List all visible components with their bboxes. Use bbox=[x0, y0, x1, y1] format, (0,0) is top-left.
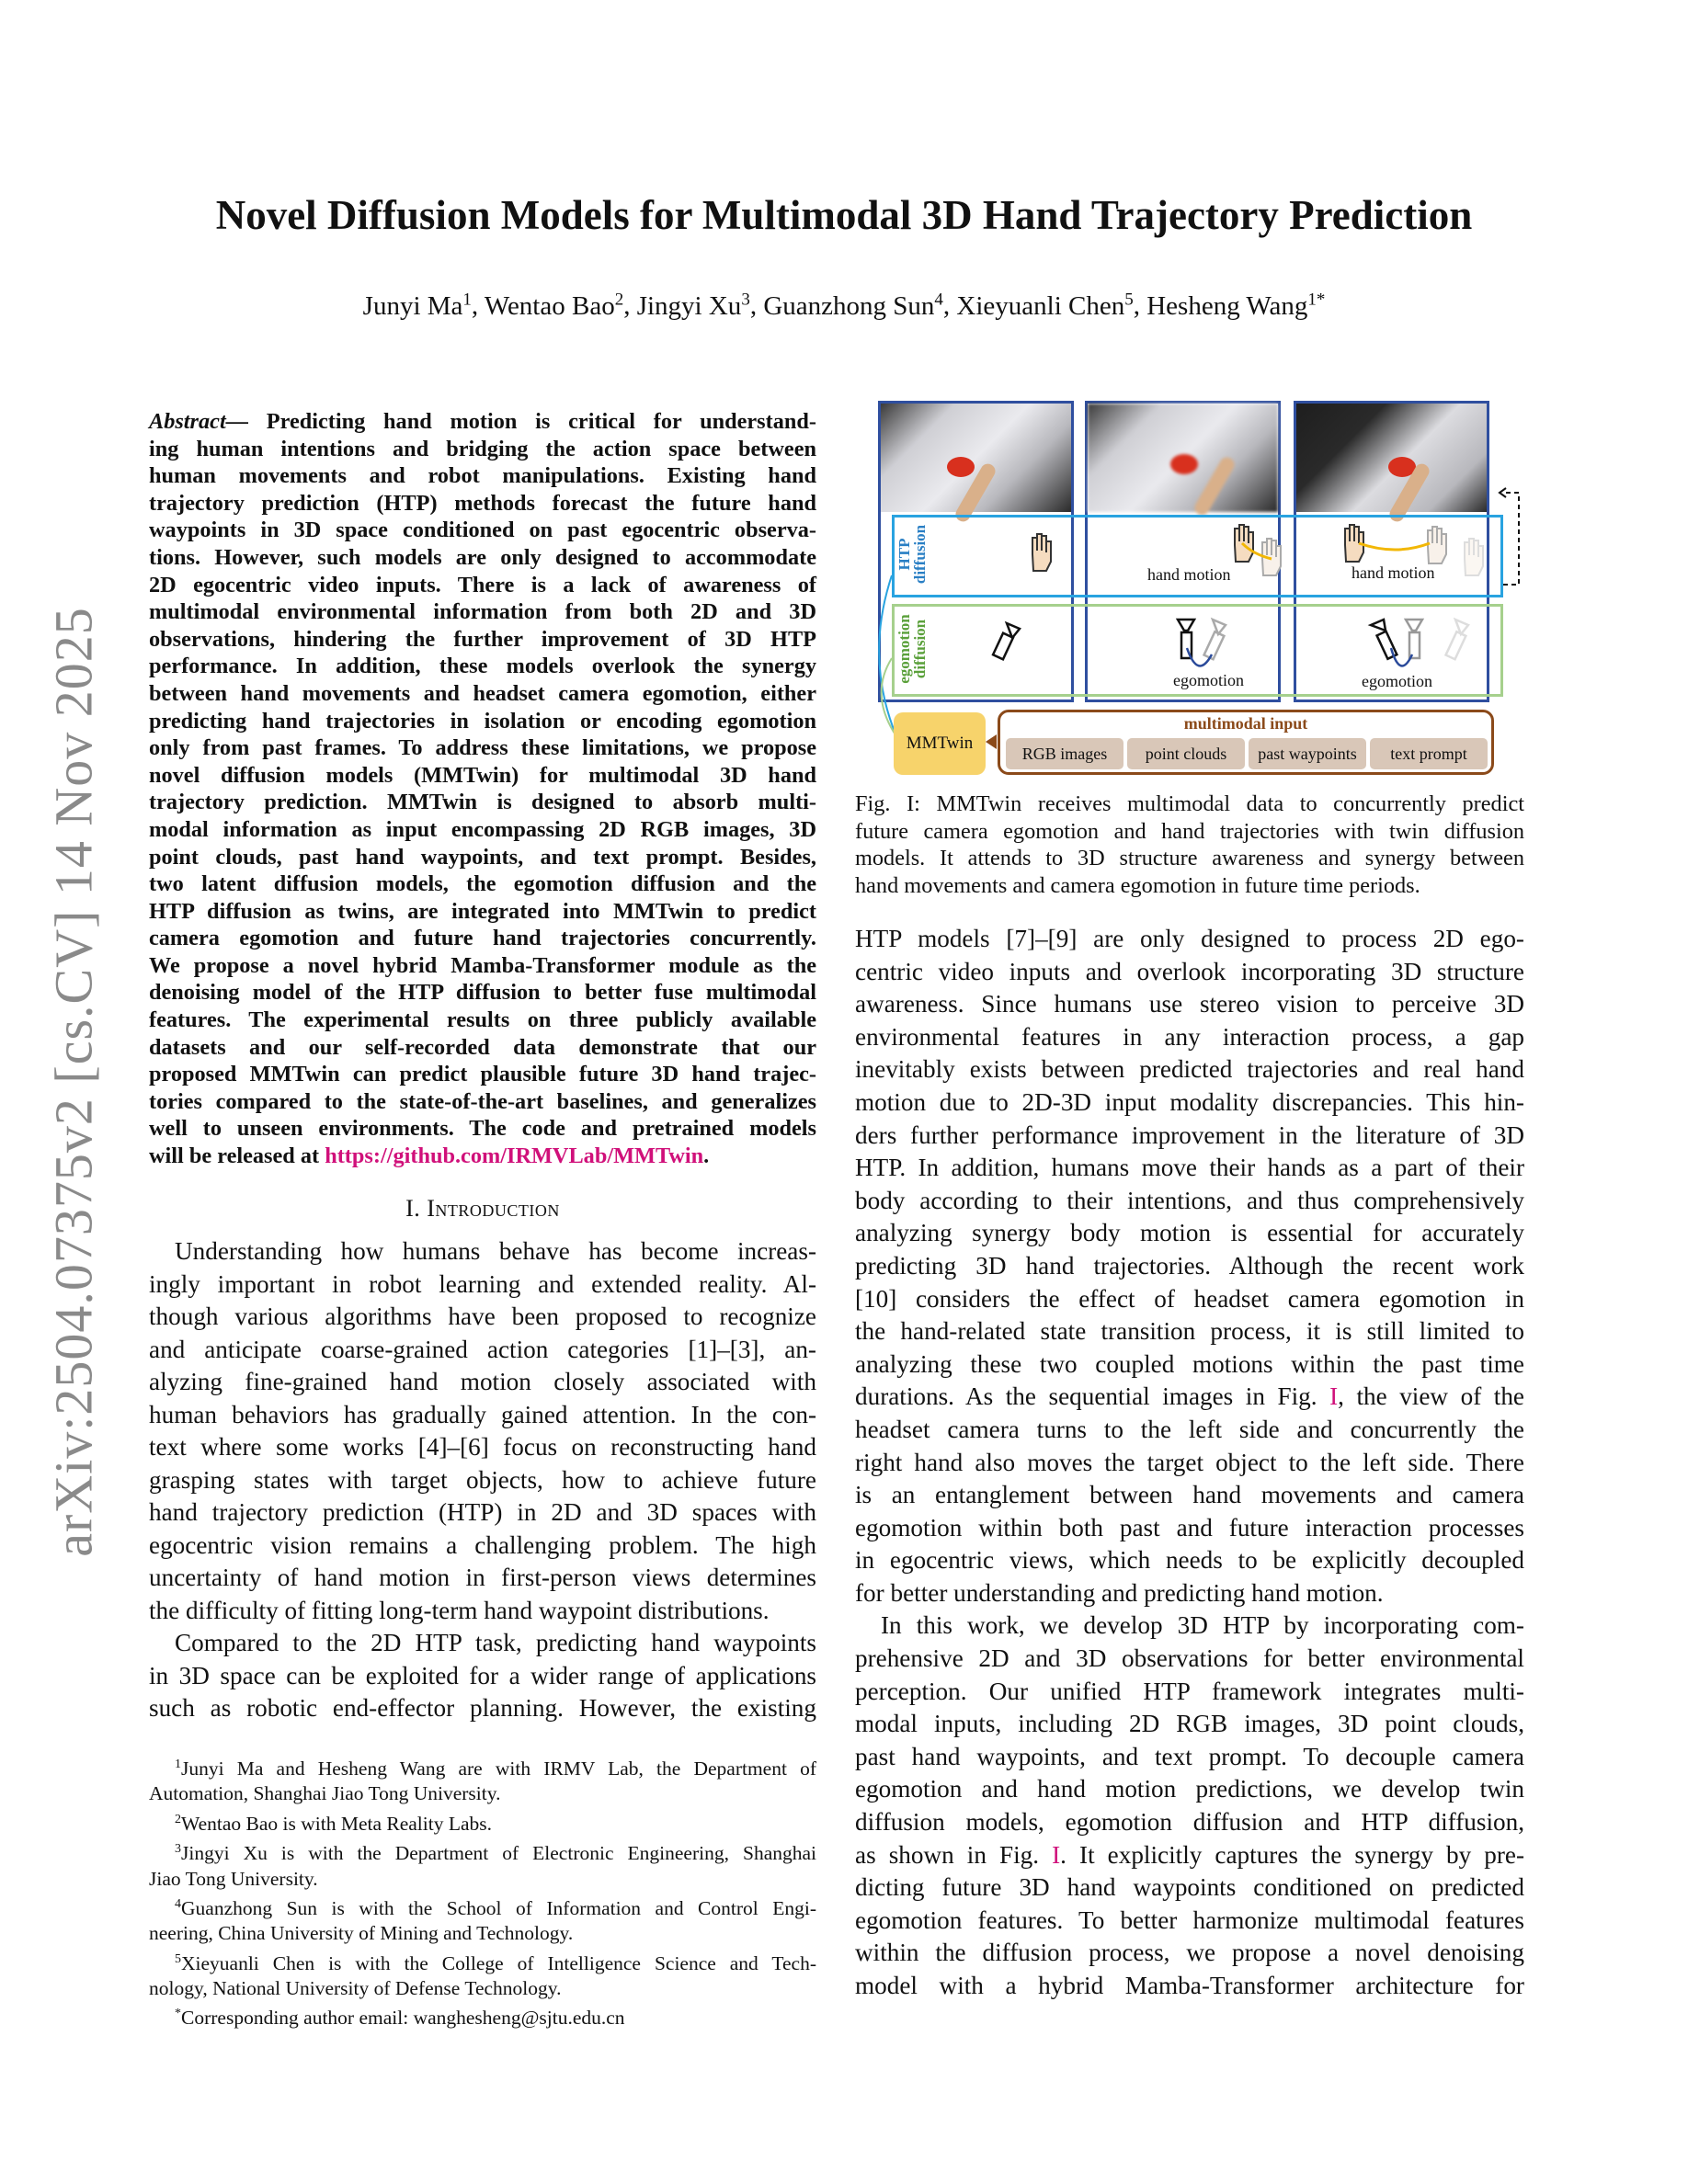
text-line: such as robotic end-effector planning. However, the existing bbox=[149, 1694, 816, 1722]
author-affiliation-mark: 5 bbox=[1124, 290, 1134, 309]
paragraph bbox=[149, 1627, 816, 1725]
text-line: 2D egocentric video inputs. There is a lack of awareness of bbox=[149, 572, 816, 597]
text-span: , the view of the bbox=[1338, 1382, 1524, 1411]
figure-caption bbox=[855, 791, 1524, 899]
hand-icons bbox=[895, 518, 1506, 600]
hand-icon bbox=[1428, 527, 1446, 563]
text-line: two latent diffusion models, the egomotion diffusion and the bbox=[149, 871, 816, 897]
text-line: awareness. Since humans use stereo vision to perceive 3D bbox=[855, 990, 1524, 1018]
input-chip-past-waypoints: past waypoints bbox=[1249, 738, 1366, 769]
text-line: dicting future 3D hand waypoints conditioned on predicted bbox=[855, 1873, 1524, 1902]
text-line: in egocentric views, which needs to be explicitly decoupled bbox=[855, 1546, 1524, 1575]
text-line: HTP diffusion as twins, are integrated into MMTwin to predict bbox=[149, 898, 816, 924]
text-line: novel diffusion models (MMTwin) for multimodal 3D hand bbox=[149, 762, 816, 788]
abstract bbox=[149, 408, 816, 1170]
text-line: well to unseen environments. The code and pretrained models bbox=[149, 1116, 816, 1142]
author: Xieyuanli Chen$^5$ bbox=[956, 290, 1134, 321]
camera-icon bbox=[1178, 620, 1194, 658]
author: Wentao Bao$^2$ bbox=[484, 290, 624, 321]
text-line: right hand also moves the target object to the left side. There bbox=[855, 1448, 1524, 1476]
text-line: environmental features in any interaction process, a gap bbox=[855, 1022, 1524, 1051]
text-line: nology, National University of Defense Technology. bbox=[149, 1977, 562, 2000]
hand-icon bbox=[1465, 539, 1483, 575]
footnotes bbox=[149, 1752, 816, 2031]
text-span: Jingyi Xu is with the Department of Electronic Engineering, Shanghai bbox=[181, 1842, 816, 1865]
text-line: inevitably exists between predicted trajectories and real hand bbox=[855, 1055, 1524, 1084]
text-line: [10] considers the effect of headset camera egomotion in bbox=[855, 1284, 1524, 1313]
text-line: Fig. I: MMTwin receives multimodal data to concurrently predict bbox=[855, 791, 1524, 816]
text-line: only from past frames. To address these limitations, we propose bbox=[149, 735, 816, 761]
footnote-mark: 1 bbox=[175, 1757, 181, 1771]
text-line: HTP. In addition, humans move their hands as a part of their bbox=[855, 1154, 1524, 1182]
section-heading-introduction bbox=[149, 1195, 816, 1223]
text-line: proposed MMTwin can predict plausible future 3D hand trajec- bbox=[149, 1062, 816, 1087]
right-column-text bbox=[855, 923, 1524, 2003]
multimodal-input-title: multimodal input bbox=[1183, 714, 1308, 733]
text-line: the difficulty of fitting long-term hand waypoint distributions. bbox=[149, 1596, 770, 1624]
input-chip-point-clouds: point clouds bbox=[1127, 738, 1245, 769]
text-line: ingly important in robot learning and extended reality. Al- bbox=[149, 1269, 816, 1298]
text-line: egomotion features. To better harmonize multimodal features bbox=[855, 1905, 1524, 1934]
link[interactable]: I bbox=[1052, 1840, 1061, 1869]
camera-icon bbox=[1446, 620, 1468, 659]
text-line bbox=[149, 1947, 816, 1976]
arrow-left-icon bbox=[986, 734, 997, 749]
text-line: HTP models [7]–[9] are only designed to process 2D ego- bbox=[855, 925, 1524, 952]
author-affiliation-mark: 2 bbox=[614, 290, 624, 309]
text-line bbox=[149, 1837, 816, 1866]
trajectory-arrow bbox=[1359, 543, 1430, 550]
author: Junyi Ma$^1$ bbox=[362, 290, 472, 321]
htp-diffusion-row bbox=[892, 515, 1503, 597]
footnote-mark: 4 bbox=[175, 1896, 181, 1911]
paragraph bbox=[855, 791, 1524, 899]
text-span: Wentao Bao is with Meta Reality Labs. bbox=[181, 1812, 493, 1835]
egomotion-label: egomotion bbox=[1362, 672, 1432, 690]
text-line: datasets and our self-recorded data demonstrate that our bbox=[149, 1034, 816, 1060]
author-affiliation-mark: 1 bbox=[462, 290, 472, 309]
label-line: diffusion bbox=[911, 619, 929, 679]
paragraph bbox=[149, 408, 816, 1170]
footnote-mark: * bbox=[175, 2007, 181, 2021]
paragraph bbox=[855, 923, 1524, 1610]
paragraph bbox=[149, 1235, 816, 1627]
text-line: perception. Our unified HTP framework integrates multi- bbox=[855, 1677, 1524, 1705]
label-line: diffusion bbox=[911, 524, 929, 585]
text-line: Understanding how humans behave has become increas- bbox=[175, 1237, 816, 1265]
label-line: HTP bbox=[895, 538, 913, 571]
label-line: egomotion bbox=[895, 614, 913, 684]
text-line: prehensive 2D and 3D observations for better environmental bbox=[855, 1644, 1524, 1673]
egomotion-diffusion-row bbox=[892, 604, 1503, 697]
text-line: in 3D space can be exploited for a wider range of applications bbox=[149, 1661, 816, 1689]
text-line: In this work, we develop 3D HTP by incorporating com- bbox=[881, 1611, 1524, 1640]
text-line: egomotion and hand motion predictions, we develop twin bbox=[855, 1775, 1524, 1803]
text-line: multimodal environmental information from both 2D and 3D bbox=[149, 599, 816, 625]
mmtwin-box: MMTwin bbox=[894, 712, 986, 775]
paragraph bbox=[855, 1610, 1524, 2002]
text-line: within the diffusion process, we propose a novel denoising bbox=[855, 1939, 1524, 1967]
text-line: human movements and robot manipulations. Existing hand bbox=[149, 463, 816, 489]
text-line: Compared to the 2D HTP task, predicting hand waypoints bbox=[175, 1629, 816, 1656]
text-line: modal information as input encompassing 2D RGB images, 3D bbox=[149, 816, 816, 842]
text-line: hand movements and camera egomotion in future time periods. bbox=[855, 872, 1420, 898]
section-heading-text: I. Introduction bbox=[405, 1195, 560, 1222]
paragraph bbox=[149, 2001, 816, 2030]
text-line bbox=[149, 2001, 816, 2030]
author-affiliation-mark: 3 bbox=[741, 290, 750, 309]
text-line: tories compared to the state-of-the-art baselines, and generalizes bbox=[149, 1088, 816, 1114]
text-line: egocentric vision remains a challenging problem. The high bbox=[149, 1530, 816, 1559]
paragraph bbox=[149, 1947, 816, 2002]
text-line: waypoints in 3D space conditioned on past egocentric observa- bbox=[149, 518, 816, 543]
text-line: human behaviors has gradually gained attention. In the con- bbox=[149, 1400, 816, 1428]
text-line: camera egomotion and future hand trajectories concurrently. bbox=[149, 926, 816, 951]
paragraph bbox=[149, 1807, 816, 1837]
text-line bbox=[149, 1143, 816, 1170]
author-affiliation-mark: 1* bbox=[1307, 290, 1326, 309]
hand-icon bbox=[1032, 534, 1051, 571]
input-chip-rgb-images: RGB images bbox=[1006, 738, 1123, 769]
text-line: headset camera turns to the left side and concurrently the bbox=[855, 1415, 1524, 1443]
author-list: Junyi Ma$^1$, Wentao Bao$^2$, Jingyi Xu$^3$, Guanzhong Sun$^4$, Xieyuanli Chen$^5$, Hesheng Wang$^{1*}$ bbox=[362, 290, 1326, 321]
text-line: models. It attends to 3D structure awareness and synergy between bbox=[855, 846, 1524, 870]
text-line: hand trajectory prediction (HTP) in 2D and 3D spaces with bbox=[149, 1498, 816, 1526]
text-span: . It explicitly captures the synergy by pre- bbox=[1060, 1840, 1524, 1869]
text-span: Predicting hand motion is critical for understand- bbox=[248, 409, 816, 434]
text-line: and anticipate coarse-grained action categories [1]–[3], an- bbox=[149, 1335, 816, 1363]
figure-mmtwin-overview bbox=[878, 401, 1522, 778]
text-line bbox=[149, 1892, 816, 1921]
text-line: uncertainty of hand motion in first-person views determines bbox=[149, 1564, 816, 1591]
egocentric-photo bbox=[1088, 404, 1278, 512]
text-line: point clouds, past hand waypoints, and text prompt. Besides, bbox=[149, 844, 816, 870]
paper-title: Novel Diffusion Models for Multimodal 3D Hand Trajectory Prediction bbox=[215, 192, 1473, 238]
text-line: denoising model of the HTP diffusion to better fuse multimodal bbox=[149, 980, 816, 1006]
author: Guanzhong Sun$^4$ bbox=[763, 290, 943, 321]
text-line: predicting hand trajectories in isolation or encoding egomotion bbox=[149, 708, 816, 734]
link[interactable]: I bbox=[1329, 1382, 1339, 1411]
egocentric-photo bbox=[881, 404, 1071, 512]
egomotion-label: egomotion bbox=[1173, 671, 1244, 689]
text-span: Guanzhong Sun is with the School of Information and Control Engi- bbox=[181, 1897, 816, 1920]
text-line: future camera egomotion and hand trajectories with twin diffusion bbox=[855, 818, 1524, 844]
text-line bbox=[855, 1381, 1524, 1414]
multimodal-input-box bbox=[998, 710, 1494, 775]
text-line: predicting 3D hand trajectories. Although the recent work bbox=[855, 1251, 1524, 1280]
text-line: Jiao Tong University. bbox=[149, 1867, 318, 1890]
text-span: Xieyuanli Chen is with the College of Intelligence Science and Tech- bbox=[181, 1951, 816, 1974]
text-line: the hand-related state transition process, it is still limited to bbox=[855, 1317, 1524, 1346]
text-line bbox=[149, 1807, 816, 1837]
text-line: analyzing synergy body motion is essential for accurately bbox=[855, 1219, 1524, 1247]
text-line: ders further performance improvement in the literature of 3D bbox=[855, 1120, 1524, 1149]
text-line: motion due to 2D-3D input modality discrepancies. This hin- bbox=[855, 1087, 1524, 1116]
paragraph bbox=[149, 1752, 816, 1807]
text-line: features. The experimental results on three publicly available bbox=[149, 1007, 816, 1033]
camera-icon bbox=[1406, 620, 1422, 658]
text-line: model with a hybrid Mamba-Transformer architecture for bbox=[855, 1972, 1524, 1999]
text-line bbox=[855, 1839, 1524, 1872]
text-line: trajectory prediction (HTP) methods forecast the future hand bbox=[149, 490, 816, 516]
text-line: past hand waypoints, and text prompt. To decouple camera bbox=[855, 1742, 1524, 1770]
text-span: Abstract— bbox=[149, 409, 248, 434]
text-line: observations, hindering the further improvement of 3D HTP bbox=[149, 626, 816, 652]
paragraph bbox=[149, 1892, 816, 1947]
text-line: neering, China University of Mining and Technology. bbox=[149, 1922, 574, 1945]
text-line: tions. However, such models are only designed to accommodate bbox=[149, 544, 816, 570]
text-line: Automation, Shanghai Jiao Tong University. bbox=[149, 1782, 501, 1805]
paragraph bbox=[149, 1837, 816, 1892]
text-line: for better understanding and predicting hand motion. bbox=[855, 1578, 1384, 1607]
text-span: will be released at bbox=[149, 1143, 325, 1169]
text-line: body according to their intentions, and thus comprehensively bbox=[855, 1186, 1524, 1214]
author-affiliation-mark: 4 bbox=[934, 290, 943, 309]
footnote-mark: 3 bbox=[175, 1842, 181, 1857]
camera-icon bbox=[1204, 620, 1226, 659]
text-span: Corresponding author email: wanghesheng@sjtu.edu.cn bbox=[181, 2007, 625, 2030]
text-line: modal inputs, including 2D RGB images, 3D point clouds, bbox=[855, 1710, 1524, 1738]
text-line bbox=[149, 408, 816, 436]
text-span: . bbox=[703, 1143, 710, 1169]
text-line: egomotion within both past and future interaction processes bbox=[855, 1513, 1524, 1541]
text-line: grasping states with target objects, how to achieve future bbox=[149, 1465, 816, 1494]
introduction-text bbox=[149, 1235, 816, 1725]
text-span: Junyi Ma and Hesheng Wang are with IRMV Lab, the Department of bbox=[181, 1757, 816, 1780]
text-line: analyzing these two coupled motions within the past time bbox=[855, 1349, 1524, 1378]
text-line: is an entanglement between hand movements and camera bbox=[855, 1481, 1524, 1509]
text-line bbox=[149, 1752, 816, 1781]
text-span: durations. As the sequential images in Fig. bbox=[855, 1382, 1330, 1411]
footnote-mark: 2 bbox=[175, 1812, 181, 1826]
text-line: performance. In addition, these models overlook the synergy bbox=[149, 654, 816, 679]
text-line: though various algorithms have been proposed to recognize bbox=[149, 1302, 816, 1330]
egocentric-photo bbox=[1296, 404, 1487, 512]
text-line: trajectory prediction. MMTwin is designed to absorb multi- bbox=[149, 790, 816, 815]
text-line: ing human intentions and bridging the action space between bbox=[149, 436, 816, 461]
author: Jingyi Xu$^3$ bbox=[636, 290, 750, 321]
text-line: diffusion models, egomotion diffusion and HTP diffusion, bbox=[855, 1808, 1524, 1837]
input-chip-text-prompt: text prompt bbox=[1370, 738, 1488, 769]
text-span: as shown in Fig. bbox=[855, 1840, 1053, 1869]
link[interactable]: https://github.com/IRMVLab/MMTwin bbox=[325, 1143, 704, 1169]
author: Hesheng Wang$^{1*}$ bbox=[1146, 290, 1326, 321]
text-line: centric video inputs and overlook incorporating 3D structure bbox=[855, 957, 1524, 985]
hand-motion-label: hand motion bbox=[1147, 565, 1231, 584]
text-line: alyzing fine-grained hand motion closely associated with bbox=[149, 1368, 816, 1395]
text-line: between hand movements and headset camera egomotion, either bbox=[149, 680, 816, 706]
hand-motion-label: hand motion bbox=[1352, 563, 1435, 582]
footnote-mark: 5 bbox=[175, 1951, 181, 1966]
camera-icon bbox=[993, 623, 1020, 659]
text-line: We propose a novel hybrid Mamba-Transformer module as the bbox=[149, 952, 816, 978]
arxiv-stamp: arXiv:2504.07375v2 [cs.CV] 14 Nov 2025 bbox=[43, 607, 104, 1557]
text-line: text where some works [4]–[6] focus on reconstructing hand bbox=[149, 1433, 816, 1461]
